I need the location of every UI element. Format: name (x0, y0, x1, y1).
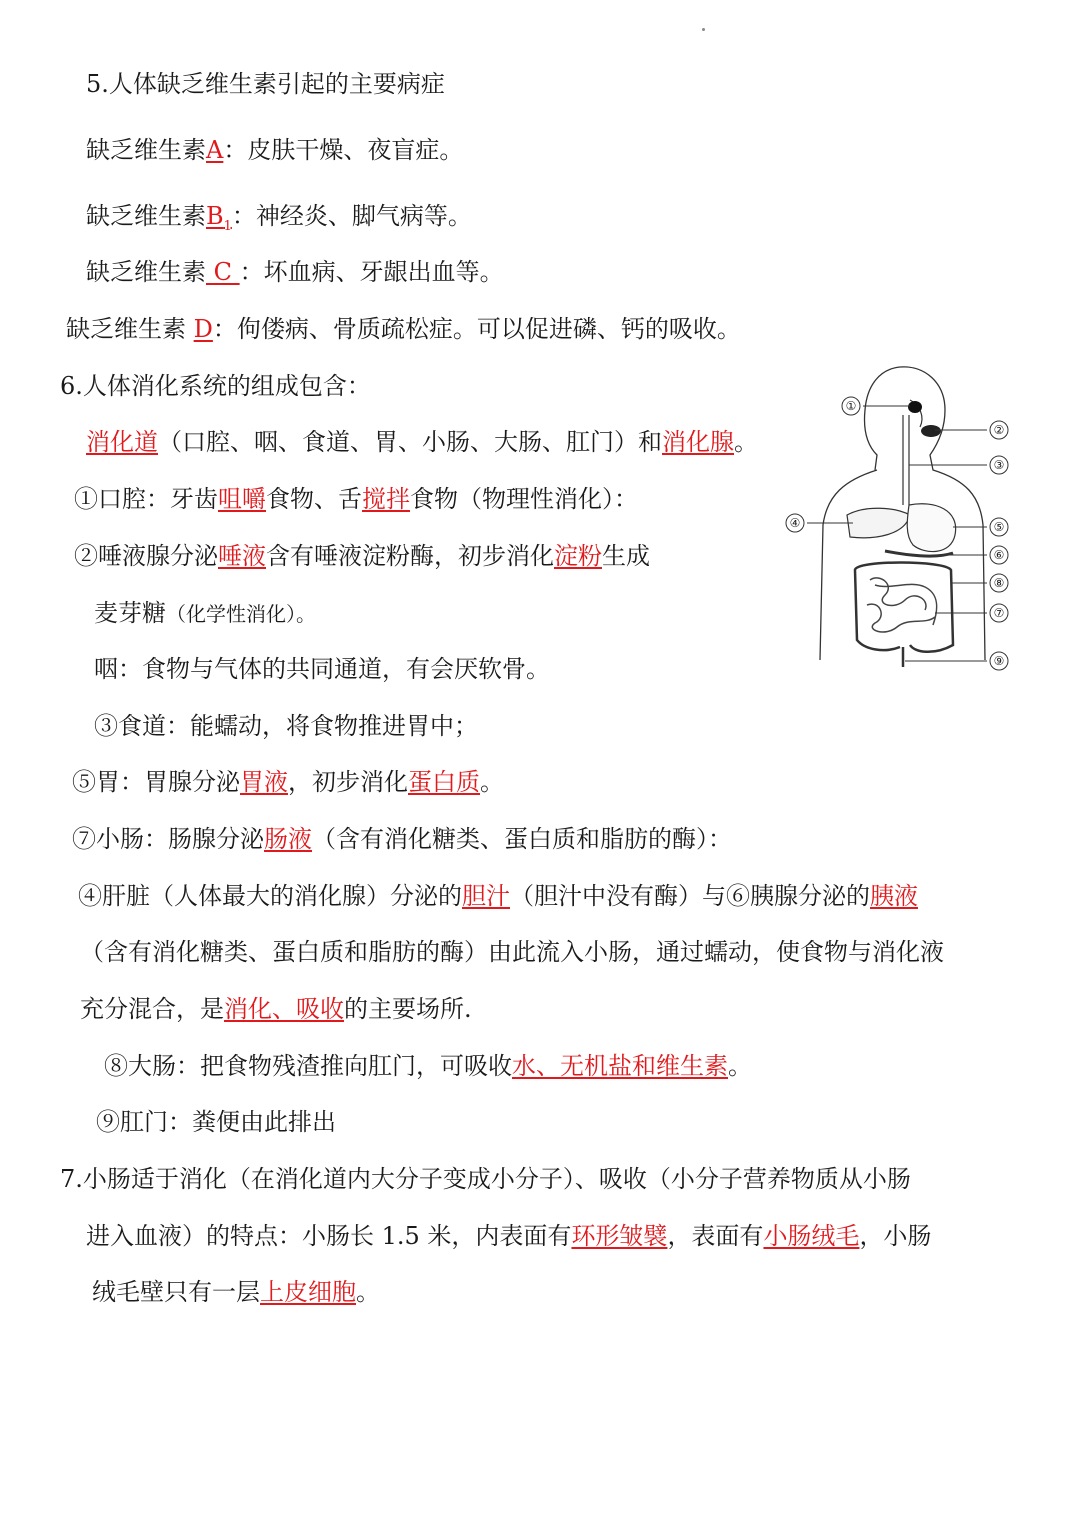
digestive-tract-key: 消化道 (86, 428, 158, 456)
s7-prefix: 进入血液）的特点：小肠长 1.5 米，内表面有 (86, 1222, 572, 1250)
mouth-cavity-mark (908, 401, 922, 413)
intestinal-juice-key: 肠液 (264, 825, 312, 853)
vitamin-a-disease: ：皮肤干燥、夜盲症。 (223, 136, 464, 164)
liver-line (78, 880, 918, 912)
liver-outline (847, 508, 910, 538)
stomach-line (72, 766, 504, 798)
leader-lines (807, 406, 987, 661)
digestive-system-diagram (775, 355, 1025, 680)
vitamin-d-line (66, 313, 741, 345)
s7-mid: ，表面有 (667, 1222, 764, 1250)
section-7-line-3 (92, 1276, 380, 1308)
chemical-digestion-note: （化学性消化）。 (166, 602, 316, 626)
gastric-juice-key: 胃液 (240, 768, 288, 796)
villi-key: 小肠绒毛 (763, 1222, 860, 1250)
small-intestine-line (72, 823, 732, 855)
protein-key: 蛋白质 (408, 768, 480, 796)
vitamin-a-key: A (206, 136, 224, 164)
vitamin-a-prefix: 缺乏维生素 (86, 136, 206, 164)
bile-key: 胆汁 (462, 882, 510, 910)
starch-key: 淀粉 (554, 542, 602, 570)
label-5: ⑤ (993, 520, 1005, 534)
stomach-mid: ，初步消化 (288, 768, 408, 796)
vitamin-c-key: C (206, 258, 240, 286)
intestine-prefix: ⑦小肠：肠腺分泌 (72, 825, 264, 853)
label-8: ⑧ (993, 576, 1005, 590)
liver-mid: （胆汁中没有酶）与⑥胰腺分泌的 (510, 882, 870, 910)
vitamin-b-key (206, 202, 232, 234)
pancreas-outline (885, 551, 953, 556)
esophagus-outline (903, 415, 909, 505)
mouth-prefix: ①口腔：牙齿 (74, 485, 218, 513)
vitamin-c-disease: ：坏血病、牙龈出血等。 (239, 258, 504, 286)
s7-line3-end: 。 (356, 1278, 380, 1306)
saliva-line-2 (94, 597, 316, 630)
mouth-key-stir: 搅拌 (362, 485, 410, 513)
s7-line3-prefix: 绒毛壁只有一层 (92, 1278, 260, 1306)
stomach-prefix: ⑤胃：胃腺分泌 (72, 768, 240, 796)
liver-line-2: （含有消化糖类、蛋白质和脂肪的酶）由此流入小肠，通过蠕动，使食物与消化液 (80, 938, 944, 966)
vitamin-d-prefix: 缺乏维生素 (66, 315, 194, 343)
large-end: 。 (728, 1052, 752, 1080)
vitamin-b-line (86, 200, 472, 243)
liver3-end: 的主要场所. (344, 995, 472, 1023)
vitamin-c-prefix: 缺乏维生素 (86, 258, 206, 286)
label-6: ⑥ (993, 548, 1005, 562)
large-intestine-left (855, 570, 900, 650)
label-4: ④ (789, 516, 801, 530)
esophagus-line: ③食道：能蠕动，将食物推进胃中； (94, 712, 478, 740)
large-intestine-outline (855, 563, 953, 652)
liver-line-3 (80, 993, 472, 1025)
liver3-prefix: 充分混合，是 (80, 995, 224, 1023)
label-7: ⑦ (993, 606, 1005, 620)
saliva-line (74, 540, 650, 572)
intestine-end: （含有消化糖类、蛋白质和脂肪的酶）： (312, 825, 732, 853)
stomach-end: 。 (480, 768, 504, 796)
section-5-title: 5.人体缺乏维生素引起的主要病症 (86, 70, 445, 98)
vitamin-d-key: D (193, 315, 213, 343)
mouth-key-chew: 咀嚼 (218, 485, 266, 513)
scan-dot (702, 28, 705, 31)
digestive-intro (86, 426, 758, 458)
saliva-end: 生成 (602, 542, 650, 570)
label-3: ③ (993, 458, 1005, 472)
small-intestine-coils (867, 578, 937, 632)
saliva-key: 唾液 (218, 542, 266, 570)
digestive-gland-key: 消化腺 (662, 428, 734, 456)
s7-end: ，小肠 (859, 1222, 932, 1250)
saliva-mid: 含有唾液淀粉酶，初步消化 (266, 542, 554, 570)
section-7-line-1: 7.小肠适于消化（在消化道内大分子变成小分子）、吸收（小分子营养物质从小肠 (60, 1165, 911, 1193)
stomach-outline (907, 504, 955, 552)
pharynx-line: 咽：食物与气体的共同通道，有会厌软骨。 (94, 655, 550, 683)
vitamin-b-letter: B (206, 202, 224, 230)
saliva-prefix: ②唾液腺分泌 (74, 542, 218, 570)
mouth-end: 食物（物理性消化）： (410, 485, 638, 513)
vitamin-b-disease: ：神经炎、脚气病等。 (231, 202, 472, 230)
digestive-tract-parts: （口腔、咽、食道、胃、小肠、大肠、肛门）和 (158, 428, 662, 456)
label-1: ① (845, 399, 857, 413)
mouth-mid: 食物、舌 (266, 485, 362, 513)
mouth-line (74, 483, 638, 515)
pancreatic-juice-key: 胰液 (870, 882, 918, 910)
vitamin-b-subscript: 1 (223, 218, 232, 234)
large-intestine-line (104, 1050, 752, 1082)
large-prefix: ⑧大肠：把食物残渣推向肛门，可吸收 (104, 1052, 512, 1080)
label-2: ② (993, 423, 1005, 437)
vitamin-c-line (86, 256, 504, 288)
water-salt-vitamin-key: 水、无机盐和维生素 (512, 1052, 728, 1080)
anus-line: ⑨肛门：粪便由此排出 (96, 1108, 336, 1136)
section-7-line-2 (86, 1220, 931, 1252)
diagram-labels (786, 397, 1008, 670)
vitamin-b-prefix: 缺乏维生素 (86, 202, 206, 230)
digest-absorb-key: 消化、吸收 (224, 995, 344, 1023)
section-6-title: 6.人体消化系统的组成包含： (60, 372, 371, 400)
epithelial-cell-key: 上皮细胞 (260, 1278, 356, 1306)
intro-end: 。 (734, 428, 758, 456)
vitamin-d-disease: ：佝偻病、骨质疏松症。可以促进磷、钙的吸收。 (212, 315, 741, 343)
salivary-gland-mark (921, 425, 941, 437)
liver-prefix: ④肝脏（人体最大的消化腺）分泌的 (78, 882, 462, 910)
maltose-text: 麦芽糖 (94, 599, 166, 627)
circular-folds-key: 环形皱襞 (571, 1222, 668, 1250)
label-9: ⑨ (993, 654, 1005, 668)
vitamin-a-line (86, 134, 463, 166)
